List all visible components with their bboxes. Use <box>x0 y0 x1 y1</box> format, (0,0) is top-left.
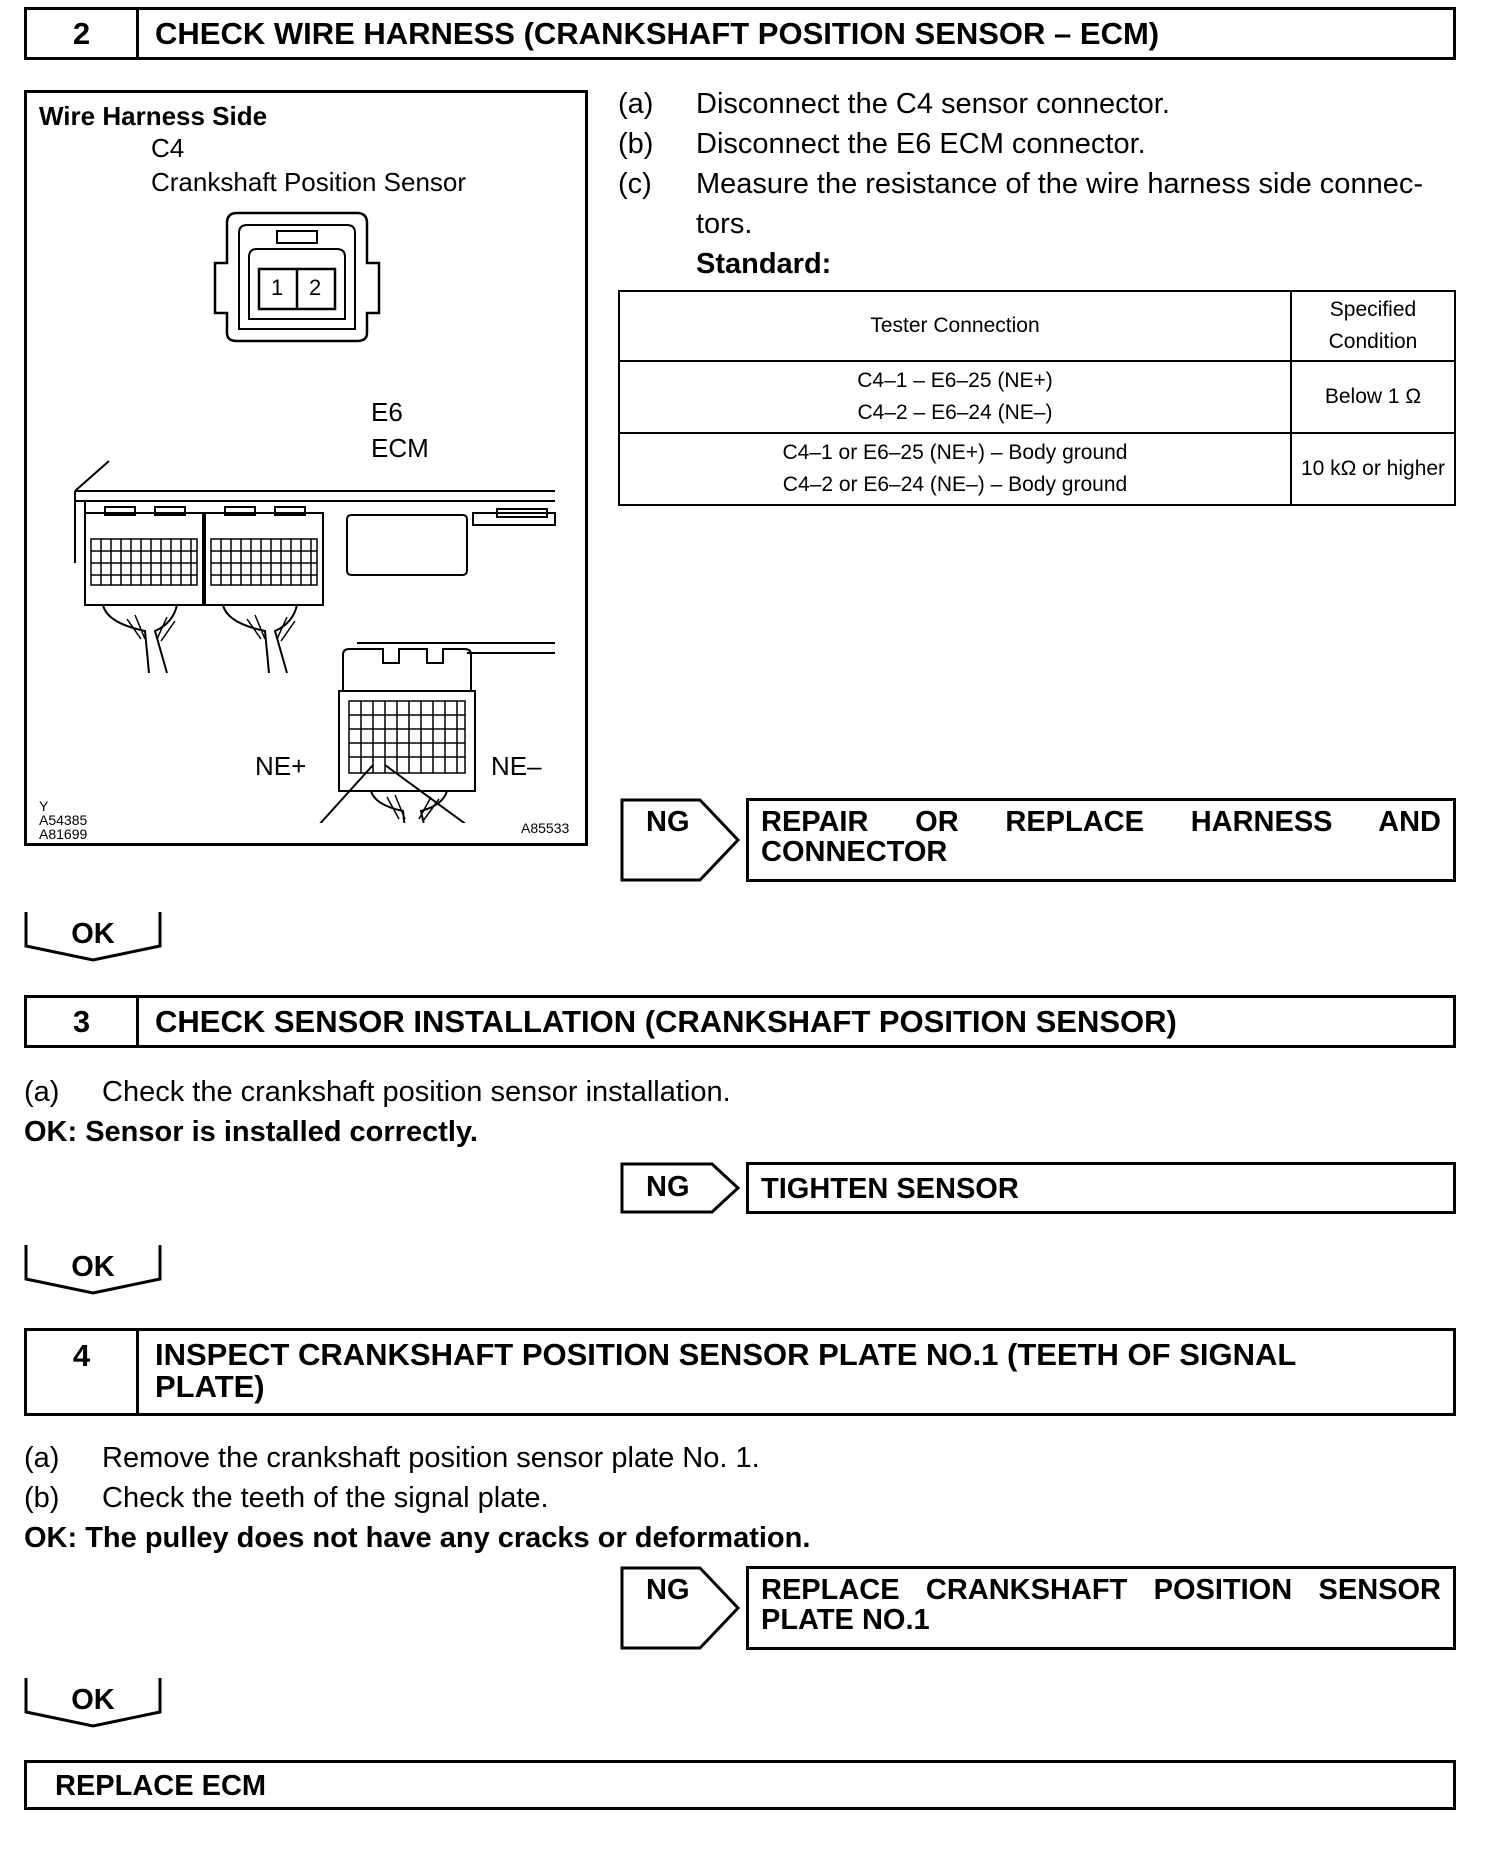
step-title <box>155 1339 1441 1403</box>
step-title-line-2: PLATE) <box>155 1369 265 1404</box>
ng-label: NG <box>646 1171 690 1203</box>
ok-label: OK <box>71 1684 115 1716</box>
connection-line-1: C4–1 or E6–25 (NE+) – Body ground <box>782 441 1128 464</box>
ne-minus-label: NE– <box>491 751 542 781</box>
step-4-ok-arrow <box>24 1676 162 1728</box>
step-b-text: Disconnect the E6 ECM connector. <box>696 128 1146 160</box>
ecm-label: ECM <box>371 433 429 463</box>
ne-plus-label: NE+ <box>255 751 307 781</box>
figure-code-a81699: A81699 <box>39 826 88 842</box>
step-4-instructions <box>24 1438 1024 1558</box>
tester-connection-cell <box>619 433 1291 505</box>
step-c-label: (c) <box>618 168 652 200</box>
step-b-label: (b) <box>618 128 654 160</box>
step-b-text: Check the teeth of the signal plate. <box>102 1482 549 1514</box>
standard-label: Standard: <box>696 248 832 280</box>
step-2-ng-arrow <box>620 798 742 882</box>
step-4-header <box>24 1328 1456 1416</box>
step-c-text-line-2: tors. <box>696 208 753 240</box>
ng-label: NG <box>646 1574 690 1606</box>
tester-connection-cell <box>619 361 1291 433</box>
step-2-instructions <box>618 84 1458 284</box>
step-a-label: (a) <box>618 88 654 120</box>
c4-pin-1: 1 <box>271 275 284 300</box>
ng-result-line-2: PLATE NO.1 <box>761 1604 930 1636</box>
figure-code-y: Y <box>39 798 49 814</box>
step-a-label: (a) <box>24 1442 60 1474</box>
ng-result-line-1: REPLACE CRANKSHAFT POSITION SENSOR <box>761 1574 1441 1606</box>
step-4-ng-result <box>746 1566 1456 1650</box>
header-specified-condition <box>1291 291 1455 361</box>
step-b-label: (b) <box>24 1482 60 1514</box>
step-title: CHECK SENSOR INSTALLATION (CRANKSHAFT POSITION SENSOR) <box>155 1004 1177 1039</box>
resistance-standard-table <box>618 290 1456 506</box>
step-title: CHECK WIRE HARNESS (CRANKSHAFT POSITION SENSOR – ECM) <box>155 16 1160 51</box>
header-condition-line-1: Specified <box>1329 298 1417 321</box>
step-a-text: Remove the crankshaft position sensor plate No. 1. <box>102 1442 760 1474</box>
ok-criteria: OK: Sensor is installed correctly. <box>24 1116 478 1148</box>
step-a-text: Disconnect the C4 sensor connector. <box>696 88 1170 120</box>
step-c-text-line-1: Measure the resistance of the wire harness side connec- <box>696 168 1423 200</box>
connection-line-2: C4–2 or E6–24 (NE–) – Body ground <box>782 473 1128 496</box>
connection-line-1: C4–1 – E6–25 (NE+) <box>857 369 1053 392</box>
table-header-row <box>619 291 1455 361</box>
step-title-line-1: INSPECT CRANKSHAFT POSITION SENSOR PLATE NO.1 (TEETH OF SIGNAL <box>155 1337 1297 1372</box>
step-4-ng-arrow <box>620 1566 742 1650</box>
step-number: 2 <box>27 10 139 57</box>
step-2-ng-result <box>746 798 1456 882</box>
step-a-text: Check the crankshaft position sensor installation. <box>102 1076 731 1108</box>
e6-label: E6 <box>371 397 403 427</box>
table-row <box>619 433 1455 505</box>
ng-result-line-1: REPAIR OR REPLACE HARNESS AND <box>761 806 1441 838</box>
step-3-instructions <box>24 1072 924 1152</box>
table-row <box>619 361 1455 433</box>
ok-criteria: OK: The pulley does not have any cracks or deformation. <box>24 1522 811 1554</box>
c4-label: C4 <box>151 133 185 163</box>
c4-pin-2: 2 <box>309 275 322 300</box>
diagram-heading: Wire Harness Side <box>39 101 268 131</box>
step-3-ok-arrow <box>24 1243 162 1295</box>
step-3-header <box>24 995 1456 1048</box>
specified-condition-cell: Below 1 Ω <box>1291 361 1455 433</box>
connection-line-2: C4–2 – E6–24 (NE–) <box>857 401 1053 424</box>
c4-connector-drawing <box>207 203 387 353</box>
step-number: 3 <box>27 998 139 1045</box>
ng-label: NG <box>646 806 690 838</box>
step-number: 4 <box>27 1331 139 1413</box>
step-a-label: (a) <box>24 1076 60 1108</box>
c4-description: Crankshaft Position Sensor <box>151 167 467 197</box>
figure-code-a85533: A85533 <box>521 820 570 836</box>
specified-condition-cell: 10 kΩ or higher <box>1291 433 1455 505</box>
figure-code-a54385: A54385 <box>39 812 88 828</box>
step-3-ng-arrow <box>620 1162 742 1214</box>
wire-harness-diagram <box>24 90 588 846</box>
step-2-header <box>24 7 1456 60</box>
ok-label: OK <box>71 918 115 950</box>
final-action-box: REPLACE ECM <box>24 1760 1456 1810</box>
header-tester-connection: Tester Connection <box>619 291 1291 361</box>
step-2-ok-arrow <box>24 910 162 962</box>
ok-label: OK <box>71 1251 115 1283</box>
ng-result-line-2: CONNECTOR <box>761 836 948 868</box>
header-condition-line-2: Condition <box>1328 330 1418 353</box>
step-3-ng-result: TIGHTEN SENSOR <box>746 1162 1456 1214</box>
